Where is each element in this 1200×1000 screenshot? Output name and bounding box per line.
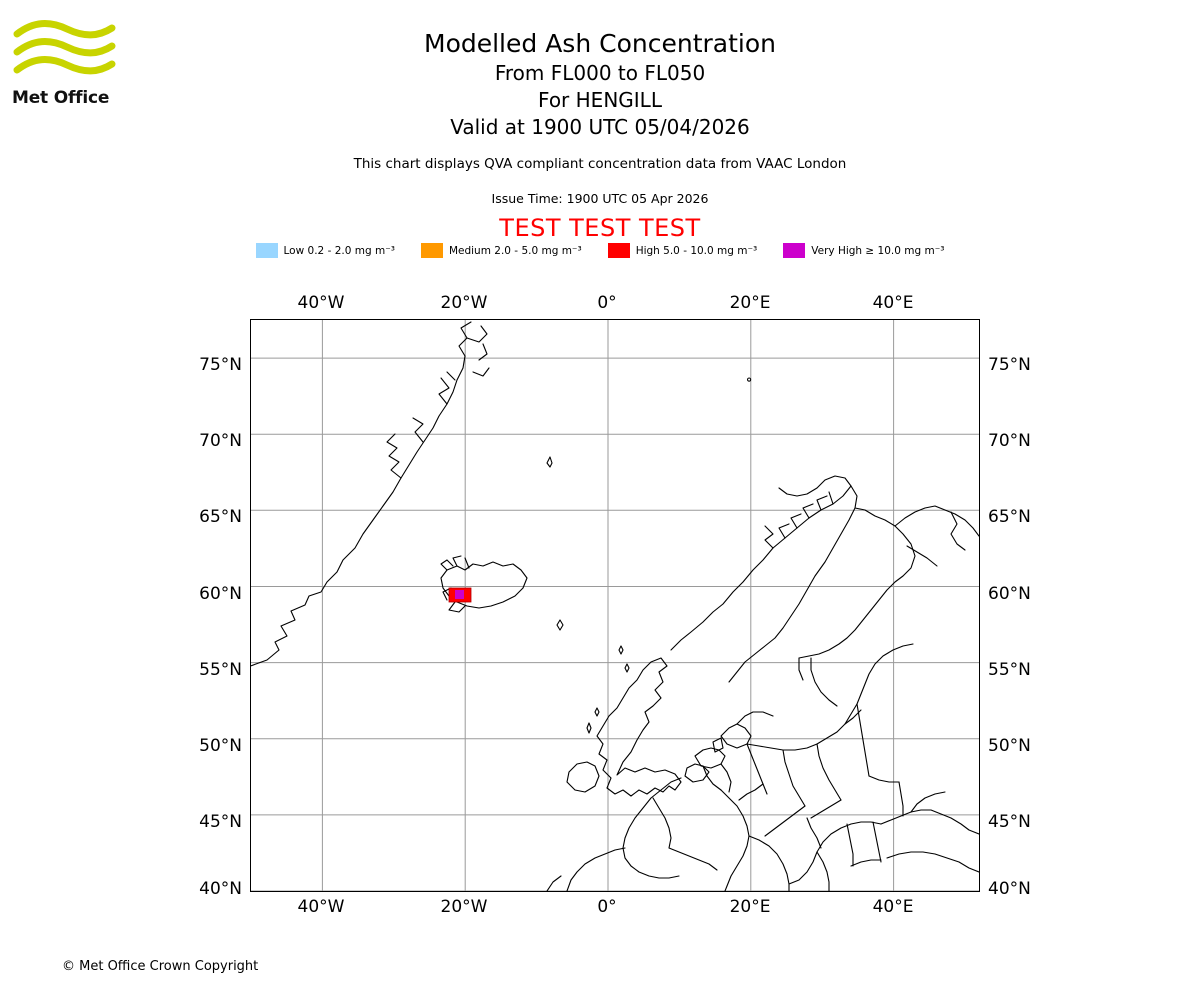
lat-tick-left-55n: 55°N	[199, 660, 242, 680]
lon-tick-top-0: 0°	[597, 293, 617, 313]
concentration-legend	[0, 243, 1200, 258]
legend-label-high: High 5.0 - 10.0 mg m⁻³	[635, 244, 758, 257]
lon-tick-bottom-0: 0°	[597, 897, 617, 917]
test-banner: TEST TEST TEST	[499, 214, 701, 242]
lon-tick-bottom-20e: 20°E	[729, 897, 771, 917]
lat-tick-left-40n: 40°N	[199, 879, 242, 899]
legend-item-high	[608, 243, 758, 258]
legend-swatch-medium	[421, 243, 443, 258]
map-container[interactable]	[199, 293, 1031, 917]
lat-tick-right-70n: 70°N	[988, 431, 1031, 451]
graticule-lines	[251, 320, 979, 891]
lat-tick-right-60n: 60°N	[988, 584, 1031, 604]
lon-tick-bottom-40e: 40°E	[872, 897, 914, 917]
lon-tick-top-20w: 20°W	[440, 293, 488, 313]
lon-tick-top-20e: 20°E	[729, 293, 771, 313]
legend-swatch-very-high	[783, 243, 805, 258]
chart-title-block	[0, 28, 1200, 141]
chart-caption: This chart displays QVA compliant concentration data from VAAC London	[353, 156, 847, 172]
coastlines	[251, 322, 979, 891]
lat-tick-left-45n: 45°N	[199, 812, 242, 832]
map-plot-area[interactable]	[250, 319, 980, 892]
lon-tick-top-40w: 40°W	[297, 293, 345, 313]
lon-tick-top-40e: 40°E	[872, 293, 914, 313]
page-title: Modelled Ash Concentration	[424, 29, 776, 58]
lat-tick-left-50n: 50°N	[199, 736, 242, 756]
lat-tick-right-50n: 50°N	[988, 736, 1031, 756]
copyright-notice: © Met Office Crown Copyright	[62, 959, 259, 974]
title-volcano: For HENGILL	[538, 88, 662, 112]
lat-tick-right-40n: 40°N	[988, 879, 1031, 899]
legend-item-very-high	[783, 243, 944, 258]
legend-swatch-high	[608, 243, 630, 258]
lat-tick-right-75n: 75°N	[988, 355, 1031, 375]
logo-wordmark: Met Office	[12, 88, 110, 108]
lon-tick-bottom-40w: 40°W	[297, 897, 345, 917]
legend-item-medium	[421, 243, 582, 258]
legend-label-very-high: Very High ≥ 10.0 mg m⁻³	[811, 244, 945, 257]
lat-tick-right-45n: 45°N	[988, 812, 1031, 832]
legend-label-low: Low 0.2 - 2.0 mg m⁻³	[283, 244, 395, 257]
legend-swatch-low	[256, 243, 278, 258]
map-graticule-and-coastlines	[251, 320, 979, 891]
lat-tick-left-75n: 75°N	[199, 355, 242, 375]
issue-time: Issue Time: 1900 UTC 05 Apr 2026	[491, 191, 709, 206]
legend-label-medium: Medium 2.0 - 5.0 mg m⁻³	[448, 244, 582, 257]
ash-plume-marker	[449, 588, 471, 602]
legend-item-low	[256, 243, 395, 258]
lat-tick-left-65n: 65°N	[199, 507, 242, 527]
lon-tick-bottom-20w: 20°W	[440, 897, 488, 917]
lat-tick-right-65n: 65°N	[988, 507, 1031, 527]
lat-tick-right-55n: 55°N	[988, 660, 1031, 680]
title-flight-levels: From FL000 to FL050	[494, 61, 706, 85]
lat-tick-left-70n: 70°N	[199, 431, 242, 451]
lat-tick-left-60n: 60°N	[199, 584, 242, 604]
title-valid-time: Valid at 1900 UTC 05/04/2026	[450, 115, 750, 139]
